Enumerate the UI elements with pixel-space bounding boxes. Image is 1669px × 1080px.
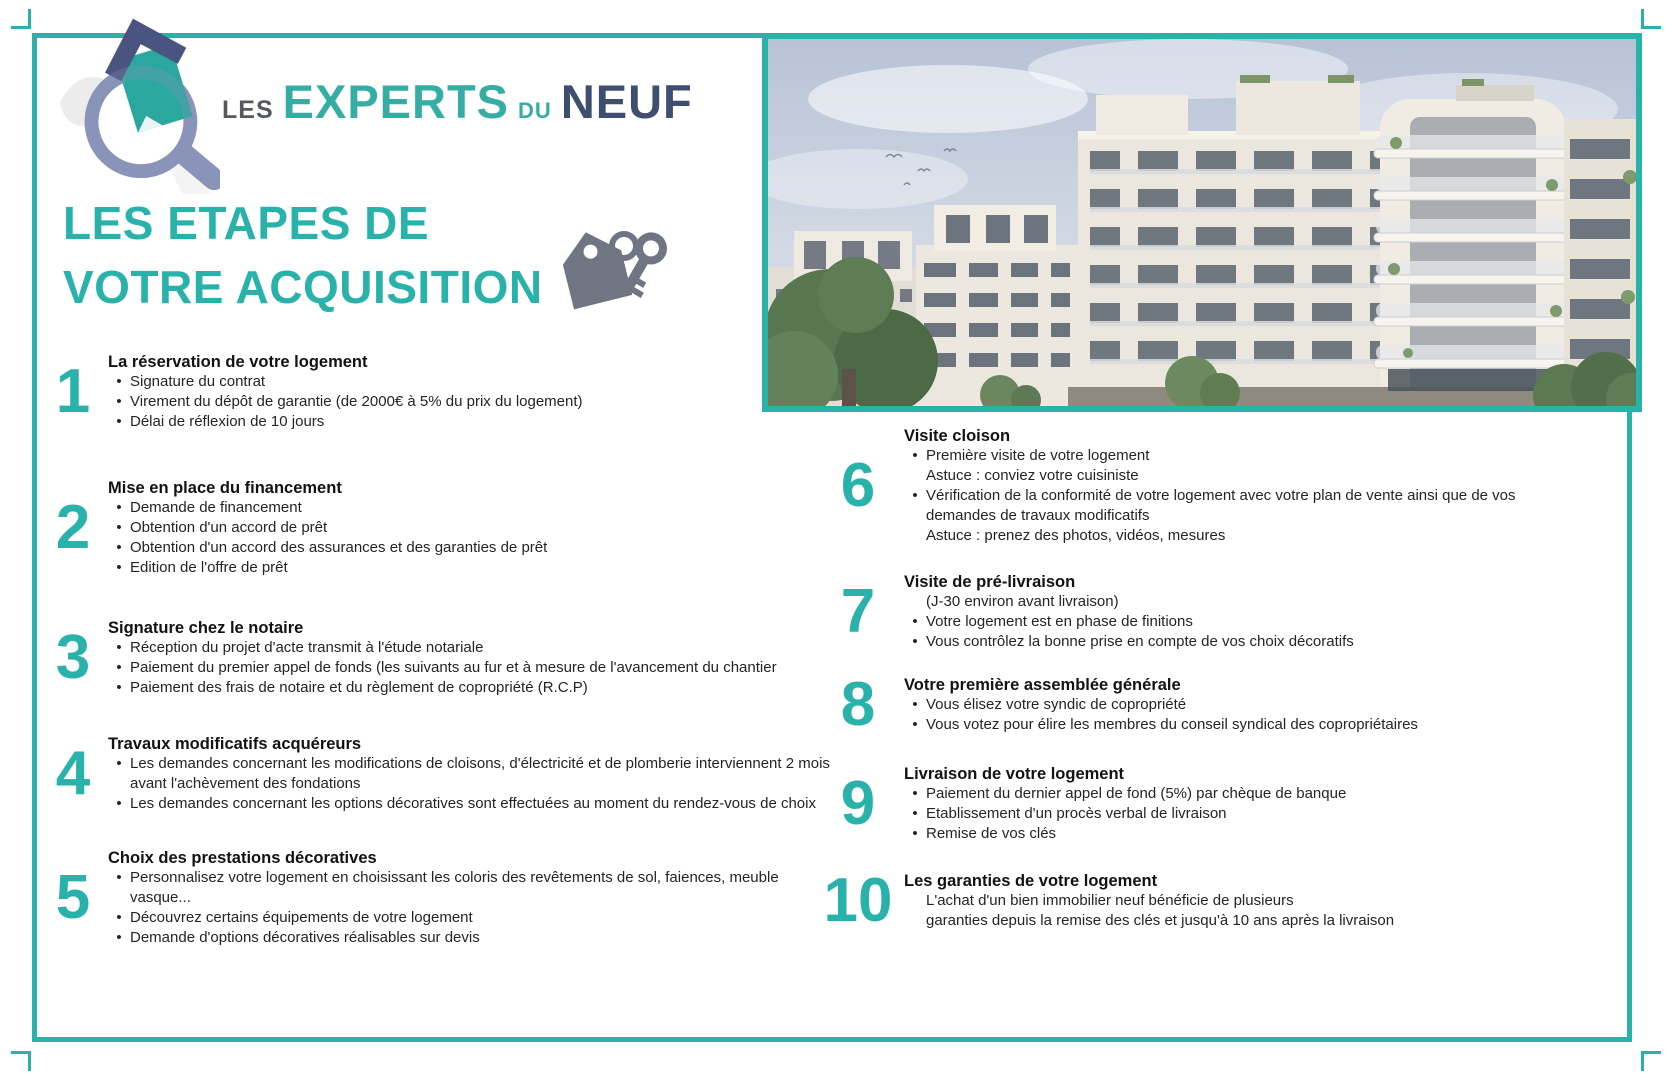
bullet-spacer xyxy=(904,526,926,546)
step-item-text: Demande de financement xyxy=(130,499,302,516)
step-note-line xyxy=(904,911,1544,931)
step-title: Signature chez le notaire xyxy=(108,619,304,637)
step-1 xyxy=(46,352,834,432)
steps-column-left xyxy=(46,352,834,948)
corner-mark-bottom-right xyxy=(1641,1051,1661,1071)
step-item-text: Première visite de votre logement xyxy=(926,447,1150,464)
step-bullet-item xyxy=(108,794,834,814)
step-9 xyxy=(820,764,1544,844)
brand-word-du: DU xyxy=(518,98,552,123)
step-item-text: Paiement des frais de notaire et du règlement de copropriété (R.C.P) xyxy=(130,679,588,696)
step-bullet-item xyxy=(904,612,1544,632)
step-note-line xyxy=(904,526,1544,546)
bullet-dot: • xyxy=(116,755,122,772)
step-bullet-item xyxy=(108,908,834,928)
step-item-text: Remise de vos clés xyxy=(926,825,1057,842)
step-item-text: Obtention d'un accord de prêt xyxy=(130,519,328,536)
step-item-text: Découvrez certains équipements de votre logement xyxy=(130,909,473,926)
bullet-dot: • xyxy=(116,795,122,812)
step-title: Livraison de votre logement xyxy=(904,765,1125,783)
step-item-text: Virement du dépôt de garantie (de 2000€ à 5% du prix du logement) xyxy=(130,393,583,410)
house-keys-icon xyxy=(558,216,676,316)
step-item-text: Paiement du premier appel de fonds (les suivants au fur et à mesure de l'avancement du chantier xyxy=(130,659,777,676)
step-item-text: L'achat d'un bien immobilier neuf bénéficie de plusieurs xyxy=(926,892,1294,909)
step-bullet-item xyxy=(904,715,1544,735)
step-number: 9 xyxy=(840,769,876,838)
steps-column-right xyxy=(820,426,1544,935)
bullet-dot: • xyxy=(116,659,122,676)
step-title: Visite cloison xyxy=(904,427,1011,445)
step-bullet-item xyxy=(108,638,834,658)
page-title-line1: LES ETAPES DE xyxy=(63,197,430,249)
step-bullet-item xyxy=(904,804,1544,824)
step-item-text: Délai de réflexion de 10 jours xyxy=(130,413,325,430)
bullet-dot: • xyxy=(116,519,122,536)
step-bullet-item xyxy=(904,446,1544,466)
step-title: Travaux modificatifs acquéreurs xyxy=(108,735,362,753)
step-title: Mise en place du financement xyxy=(108,479,342,497)
step-item-text: Edition de l'offre de prêt xyxy=(130,559,288,576)
step-bullet-item xyxy=(108,754,834,794)
step-item-text: Vous votez pour élire les membres du conseil syndical des copropriétaires xyxy=(926,716,1418,733)
step-6 xyxy=(820,426,1544,546)
step-bullet-item xyxy=(108,412,834,432)
brand-word-neuf: NEUF xyxy=(560,75,693,128)
bullet-dot: • xyxy=(912,633,918,650)
step-item-text: Signature du contrat xyxy=(130,373,266,390)
step-item-text: Astuce : conviez votre cuisiniste xyxy=(926,467,1139,484)
house-magnifier-icon xyxy=(52,4,220,194)
step-bullet-item xyxy=(108,678,834,698)
step-title: Choix des prestations décoratives xyxy=(108,849,377,867)
step-number: 7 xyxy=(840,577,876,646)
step-title: Les garanties de votre logement xyxy=(904,872,1158,890)
bullet-dot: • xyxy=(116,499,122,516)
step-title: La réservation de votre logement xyxy=(108,353,368,371)
step-bullet-item xyxy=(904,486,1544,526)
step-3 xyxy=(46,618,834,698)
step-note-line xyxy=(904,891,1544,911)
step-item-text: Vous contrôlez la bonne prise en compte de vos choix décoratifs xyxy=(926,633,1354,650)
building-photo-illustration xyxy=(768,39,1636,406)
bullet-spacer xyxy=(904,891,926,911)
step-item-text: Demande d'options décoratives réalisables sur devis xyxy=(130,929,480,946)
bullet-dot: • xyxy=(116,639,122,656)
building-photo xyxy=(762,33,1642,412)
step-item-text: Vérification de la conformité de votre logement avec votre plan de vente ainsi que de vos demandes de travaux modificatifs xyxy=(926,487,1516,524)
bullet-dot: • xyxy=(116,679,122,696)
step-note-line xyxy=(904,466,1544,486)
step-item-text: Personnalisez votre logement en choisissant les coloris des revêtements de sol, faiences, meuble vasque... xyxy=(130,869,779,906)
step-note-line xyxy=(904,592,1544,612)
bullet-dot: • xyxy=(912,613,918,630)
bullet-dot: • xyxy=(912,447,918,464)
corner-mark-top-right xyxy=(1641,9,1661,29)
step-10 xyxy=(820,866,1544,935)
bullet-spacer xyxy=(904,466,926,486)
step-2 xyxy=(46,478,834,578)
step-number: 6 xyxy=(840,451,876,520)
step-item-text: Vous élisez votre syndic de copropriété xyxy=(926,696,1187,713)
step-title: Votre première assemblée générale xyxy=(904,676,1181,694)
page-title-line2: VOTRE ACQUISITION xyxy=(63,261,543,313)
step-bullet-item xyxy=(108,868,834,908)
bullet-dot: • xyxy=(912,487,918,504)
brand-word-experts: EXPERTS xyxy=(282,75,510,128)
step-item-text: Les demandes concernant les options décoratives sont effectuées au moment du rendez-vous de choix xyxy=(130,795,816,812)
step-item-text: Les demandes concernant les modifications de cloisons, d'électricité et de plomberie interviennent 2 mois avant l'achèvement des fondations xyxy=(130,755,830,792)
step-bullet-item xyxy=(904,632,1544,652)
step-bullet-item xyxy=(108,372,834,392)
step-item-text: Astuce : prenez des photos, vidéos, mesures xyxy=(926,527,1226,544)
brand-word-les: LES xyxy=(222,96,274,124)
step-number: 4 xyxy=(55,739,91,808)
step-bullet-item xyxy=(108,658,834,678)
step-item-text: Obtention d'un accord des assurances et des garanties de prêt xyxy=(130,539,548,556)
corner-mark-bottom-left xyxy=(11,1051,31,1071)
bullet-dot: • xyxy=(912,825,918,842)
bullet-dot: • xyxy=(912,805,918,822)
step-bullet-item xyxy=(904,784,1544,804)
page-title xyxy=(63,191,543,319)
step-item-text: Etablissement d'un procès verbal de livraison xyxy=(926,805,1227,822)
step-8 xyxy=(820,670,1544,739)
step-number: 3 xyxy=(55,623,91,692)
step-item-text: garanties depuis la remise des clés et jusqu'à 10 ans après la livraison xyxy=(926,912,1395,929)
bullet-dot: • xyxy=(912,785,918,802)
corner-mark-top-left xyxy=(11,9,31,29)
step-5 xyxy=(46,848,834,948)
step-bullet-item xyxy=(108,558,834,578)
bullet-spacer xyxy=(904,592,926,612)
bullet-dot: • xyxy=(912,696,918,713)
step-number: 8 xyxy=(840,670,876,739)
step-7 xyxy=(820,572,1544,652)
step-number: 1 xyxy=(55,357,91,426)
bullet-dot: • xyxy=(116,909,122,926)
step-number: 2 xyxy=(55,493,91,562)
bullet-dot: • xyxy=(116,929,122,946)
step-bullet-item xyxy=(108,928,834,948)
step-bullet-item xyxy=(108,498,834,518)
bullet-spacer xyxy=(904,911,926,931)
step-number: 10 xyxy=(823,866,893,935)
bullet-dot: • xyxy=(116,559,122,576)
step-number: 5 xyxy=(55,863,91,932)
brand-name xyxy=(222,74,693,129)
bullet-dot: • xyxy=(116,539,122,556)
step-item-text: Paiement du dernier appel de fond (5%) par chèque de banque xyxy=(926,785,1347,802)
step-bullet-item xyxy=(108,538,834,558)
step-bullet-item xyxy=(904,695,1544,715)
step-title: Visite de pré-livraison xyxy=(904,573,1076,591)
step-bullet-item xyxy=(108,392,834,412)
step-item-text: Votre logement est en phase de finitions xyxy=(926,613,1193,630)
bullet-dot: • xyxy=(912,716,918,733)
step-item-text: Réception du projet d'acte transmit à l'étude notariale xyxy=(130,639,484,656)
step-bullet-item xyxy=(108,518,834,538)
bullet-dot: • xyxy=(116,869,122,886)
bullet-dot: • xyxy=(116,413,122,430)
step-4 xyxy=(46,734,834,814)
bullet-dot: • xyxy=(116,393,122,410)
step-bullet-item xyxy=(904,824,1544,844)
bullet-dot: • xyxy=(116,373,122,390)
step-item-text: (J-30 environ avant livraison) xyxy=(926,593,1119,610)
